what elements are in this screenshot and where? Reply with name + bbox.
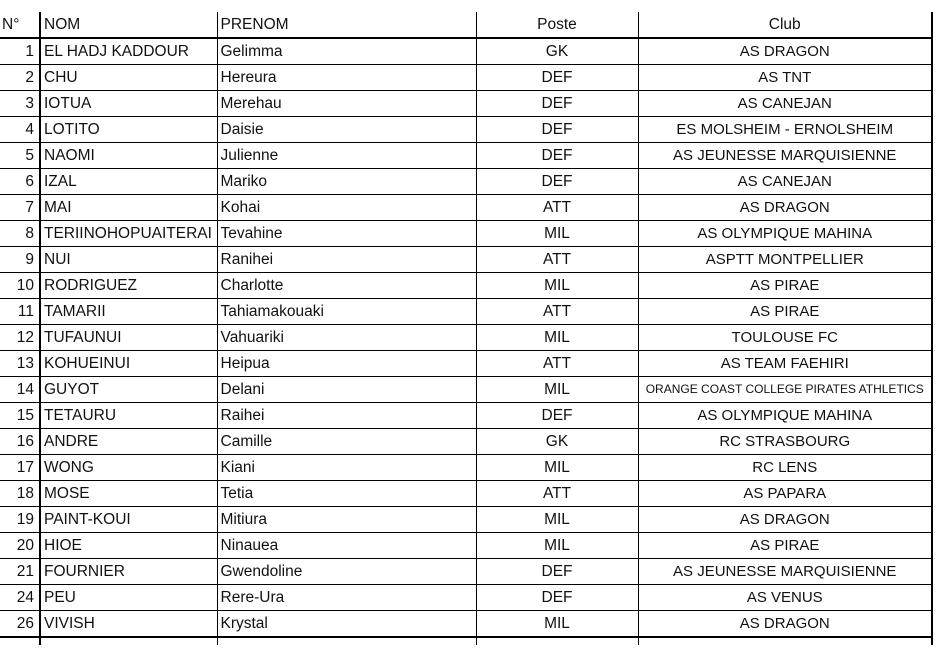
player-number: 16 xyxy=(0,429,40,455)
player-poste: ATT xyxy=(476,195,638,221)
player-poste: DEF xyxy=(476,559,638,585)
player-poste: MIL xyxy=(476,507,638,533)
player-number: 24 xyxy=(0,585,40,611)
player-row xyxy=(0,377,932,403)
player-number: 26 xyxy=(0,611,40,638)
player-club: RC STRASBOURG xyxy=(638,429,932,455)
player-club: AS CANEJAN xyxy=(638,169,932,195)
table-tail xyxy=(0,637,932,645)
player-prenom: Ranihei xyxy=(217,247,476,273)
player-club: AS DRAGON xyxy=(638,507,932,533)
player-row xyxy=(0,143,932,169)
player-number: 5 xyxy=(0,143,40,169)
player-club: AS OLYMPIQUE MAHINA xyxy=(638,403,932,429)
player-poste: DEF xyxy=(476,403,638,429)
header-num: N° xyxy=(0,12,40,38)
player-prenom: Heipua xyxy=(217,351,476,377)
header-poste: Poste xyxy=(476,12,638,38)
player-poste: ATT xyxy=(476,351,638,377)
player-poste: MIL xyxy=(476,455,638,481)
player-poste: DEF xyxy=(476,169,638,195)
player-number: 2 xyxy=(0,65,40,91)
player-poste: ATT xyxy=(476,299,638,325)
player-number: 20 xyxy=(0,533,40,559)
player-club: AS PAPARA xyxy=(638,481,932,507)
player-nom: WONG xyxy=(40,455,217,481)
player-nom: MOSE xyxy=(40,481,217,507)
player-row xyxy=(0,611,932,638)
player-row xyxy=(0,351,932,377)
player-nom: NAOMI xyxy=(40,143,217,169)
player-roster-table xyxy=(0,12,933,645)
player-number: 18 xyxy=(0,481,40,507)
header-club: Club xyxy=(638,12,932,38)
player-prenom: Tetia xyxy=(217,481,476,507)
header-prenom: PRENOM xyxy=(217,12,476,38)
player-club: AS VENUS xyxy=(638,585,932,611)
player-poste: MIL xyxy=(476,273,638,299)
player-poste: ATT xyxy=(476,481,638,507)
player-prenom: Delani xyxy=(217,377,476,403)
player-prenom: Hereura xyxy=(217,65,476,91)
player-prenom: Tevahine xyxy=(217,221,476,247)
player-poste: MIL xyxy=(476,533,638,559)
player-row xyxy=(0,429,932,455)
player-row xyxy=(0,65,932,91)
player-club: AS JEUNESSE MARQUISIENNE xyxy=(638,143,932,169)
player-row xyxy=(0,273,932,299)
tail-cell xyxy=(638,637,932,645)
player-prenom: Mariko xyxy=(217,169,476,195)
player-nom: IZAL xyxy=(40,169,217,195)
player-nom: TAMARII xyxy=(40,299,217,325)
tail-cell xyxy=(476,637,638,645)
player-club: AS TNT xyxy=(638,65,932,91)
player-row xyxy=(0,533,932,559)
player-nom: PAINT-KOUI xyxy=(40,507,217,533)
tail-cell xyxy=(40,637,217,645)
player-prenom: Ninauea xyxy=(217,533,476,559)
player-poste: DEF xyxy=(476,65,638,91)
player-number: 17 xyxy=(0,455,40,481)
player-poste: GK xyxy=(476,38,638,65)
player-nom: KOHUEINUI xyxy=(40,351,217,377)
player-row xyxy=(0,455,932,481)
player-number: 14 xyxy=(0,377,40,403)
player-row xyxy=(0,559,932,585)
player-poste: DEF xyxy=(476,91,638,117)
player-poste: MIL xyxy=(476,221,638,247)
player-nom: TUFAUNUI xyxy=(40,325,217,351)
player-prenom: Kiani xyxy=(217,455,476,481)
player-nom: CHU xyxy=(40,65,217,91)
player-prenom: Tahiamakouaki xyxy=(217,299,476,325)
player-row xyxy=(0,507,932,533)
player-prenom: Daisie xyxy=(217,117,476,143)
player-club: ES MOLSHEIM - ERNOLSHEIM xyxy=(638,117,932,143)
player-club: TOULOUSE FC xyxy=(638,325,932,351)
player-prenom: Mitiura xyxy=(217,507,476,533)
player-poste: MIL xyxy=(476,325,638,351)
player-club: ASPTT MONTPELLIER xyxy=(638,247,932,273)
player-number: 4 xyxy=(0,117,40,143)
player-nom: RODRIGUEZ xyxy=(40,273,217,299)
player-number: 3 xyxy=(0,91,40,117)
player-number: 1 xyxy=(0,38,40,65)
player-nom: IOTUA xyxy=(40,91,217,117)
player-club: AS JEUNESSE MARQUISIENNE xyxy=(638,559,932,585)
player-club: AS PIRAE xyxy=(638,533,932,559)
player-number: 11 xyxy=(0,299,40,325)
player-poste: MIL xyxy=(476,377,638,403)
player-prenom: Merehau xyxy=(217,91,476,117)
player-row xyxy=(0,325,932,351)
player-prenom: Julienne xyxy=(217,143,476,169)
player-row xyxy=(0,481,932,507)
player-nom: MAI xyxy=(40,195,217,221)
player-nom: LOTITO xyxy=(40,117,217,143)
header-nom: NOM xyxy=(40,12,217,38)
player-row xyxy=(0,169,932,195)
player-club: AS DRAGON xyxy=(638,38,932,65)
player-number: 10 xyxy=(0,273,40,299)
player-nom: PEU xyxy=(40,585,217,611)
player-club: AS PIRAE xyxy=(638,299,932,325)
player-poste: MIL xyxy=(476,611,638,638)
player-poste: DEF xyxy=(476,117,638,143)
player-row xyxy=(0,299,932,325)
player-prenom: Krystal xyxy=(217,611,476,638)
player-prenom: Rere-Ura xyxy=(217,585,476,611)
player-prenom: Gelimma xyxy=(217,38,476,65)
player-row xyxy=(0,403,932,429)
tail-cell xyxy=(217,637,476,645)
player-nom: VIVISH xyxy=(40,611,217,638)
player-prenom: Gwendoline xyxy=(217,559,476,585)
player-club: AS OLYMPIQUE MAHINA xyxy=(638,221,932,247)
tail-cell xyxy=(0,637,40,645)
player-prenom: Vahuariki xyxy=(217,325,476,351)
player-poste: DEF xyxy=(476,585,638,611)
player-row xyxy=(0,247,932,273)
player-club: AS DRAGON xyxy=(638,611,932,638)
player-number: 12 xyxy=(0,325,40,351)
player-club: AS CANEJAN xyxy=(638,91,932,117)
player-number: 7 xyxy=(0,195,40,221)
player-number: 19 xyxy=(0,507,40,533)
player-prenom: Camille xyxy=(217,429,476,455)
player-nom: TERIINOHOPUAITERAI xyxy=(40,221,217,247)
player-club: RC LENS xyxy=(638,455,932,481)
player-row xyxy=(0,117,932,143)
player-row xyxy=(0,38,932,65)
player-club: ORANGE COAST COLLEGE PIRATES ATHLETICS xyxy=(638,377,932,403)
player-prenom: Kohai xyxy=(217,195,476,221)
player-row xyxy=(0,221,932,247)
player-nom: FOURNIER xyxy=(40,559,217,585)
player-poste: GK xyxy=(476,429,638,455)
player-club: AS PIRAE xyxy=(638,273,932,299)
player-number: 13 xyxy=(0,351,40,377)
player-club: AS TEAM FAEHIRI xyxy=(638,351,932,377)
player-nom: NUI xyxy=(40,247,217,273)
player-nom: TETAURU xyxy=(40,403,217,429)
player-nom: EL HADJ KADDOUR xyxy=(40,38,217,65)
player-prenom: Charlotte xyxy=(217,273,476,299)
player-club: AS DRAGON xyxy=(638,195,932,221)
player-number: 21 xyxy=(0,559,40,585)
player-number: 15 xyxy=(0,403,40,429)
player-poste: ATT xyxy=(476,247,638,273)
player-prenom: Raihei xyxy=(217,403,476,429)
player-nom: HIOE xyxy=(40,533,217,559)
player-row xyxy=(0,91,932,117)
player-poste: DEF xyxy=(476,143,638,169)
player-roster-sheet xyxy=(0,12,933,645)
player-nom: GUYOT xyxy=(40,377,217,403)
header-row xyxy=(0,12,932,38)
player-number: 6 xyxy=(0,169,40,195)
player-row xyxy=(0,195,932,221)
player-number: 9 xyxy=(0,247,40,273)
player-nom: ANDRE xyxy=(40,429,217,455)
player-row xyxy=(0,585,932,611)
player-number: 8 xyxy=(0,221,40,247)
